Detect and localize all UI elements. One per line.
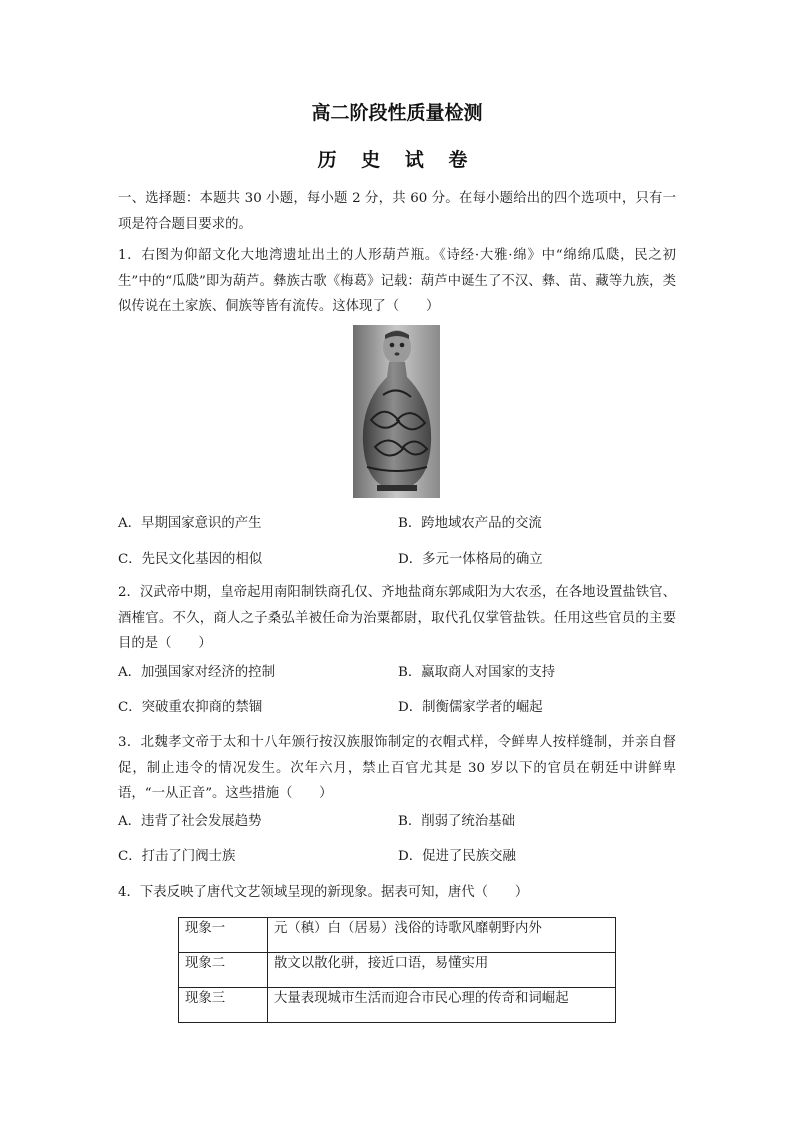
table-cell-label: 现象二	[179, 953, 268, 988]
exam-title: 高二阶段性质量检测	[311, 102, 483, 124]
section-intro: 一、选择题：本题共 30 小题，每小题 2 分，共 60 分。在每小题给出的四个选项中，只有一项是符合题目要求的。	[118, 191, 676, 232]
question-1-stem: 1．右图为仰韶文化大地湾遗址出土的人形葫芦瓶。《诗经·大雅·绵》中“绵绵瓜瓞，民之初生”中的“瓜瓞”即为葫芦。彝族古歌《梅葛》记载：葫芦中诞生了不汉、彝、苗、藏等九族，类似传说在土家族、侗族等皆有流传。这体现了（ ）	[118, 248, 676, 314]
question-3-option-a: A．违背了社会发展趋势	[118, 814, 262, 829]
question-1-option-d: D．多元一体格局的确立	[398, 552, 543, 567]
question-3-stem: 3．北魏孝文帝于太和十八年颁行按汉族服饰制定的衣帽式样，令鲜卑人按样缝制，并亲自督促，制止违令的情况发生。次年六月，禁止百官尤其是 30 岁以下的官员在朝廷中讲鲜卑语，“一从正音”。这些措施（ ）	[118, 735, 676, 801]
table-cell-label: 现象三	[179, 988, 268, 1023]
table-cell-text: 大量表现城市生活而迎合市民心理的传奇和词崛起	[268, 988, 616, 1023]
question-2-option-b: B．赢取商人对国家的支持	[398, 665, 556, 680]
table-cell-text: 散文以散化骈，接近口语，易懂实用	[268, 953, 616, 988]
table-row	[179, 988, 616, 1023]
exam-subtitle: 历 史 试 卷	[317, 149, 477, 171]
question-1-option-a: A．早期国家意识的产生	[118, 516, 262, 531]
question-3-option-b: B．削弱了统治基础	[398, 814, 515, 829]
gourd-vase-image	[353, 325, 440, 498]
table-cell-text: 元（稹）白（居易）浅俗的诗歌风靡朝野内外	[268, 918, 616, 953]
table-row	[179, 953, 616, 988]
question-2-option-c: C．突破重农抑商的禁锢	[118, 700, 263, 715]
question-4-stem: 4．下表反映了唐代文艺领域呈现的新现象。据表可知，唐代（ ）	[118, 885, 529, 900]
question-2-option-a: A．加强国家对经济的控制	[118, 665, 275, 680]
question-2-stem: 2．汉武帝中期，皇帝起用南阳制铁商孔仅、齐地盐商东郭咸阳为大农丞，在各地设置盐铁官、酒榷官。不久，商人之子桑弘羊被任命为治粟都尉，取代孔仅掌管盐铁。任用这些官员的主要目的是（ ）	[118, 585, 676, 651]
question-2-option-d: D．制衡儒家学者的崛起	[398, 700, 543, 715]
phenomena-table	[178, 917, 616, 1023]
table-row	[179, 918, 616, 953]
table-cell-label: 现象一	[179, 918, 268, 953]
question-1-option-c: C．先民文化基因的相似	[118, 552, 263, 567]
question-3-option-c: C．打击了门阀士族	[118, 849, 236, 864]
question-1-option-b: B．跨地域农产品的交流	[398, 516, 542, 531]
question-3-option-d: D．促进了民族交融	[398, 849, 516, 864]
